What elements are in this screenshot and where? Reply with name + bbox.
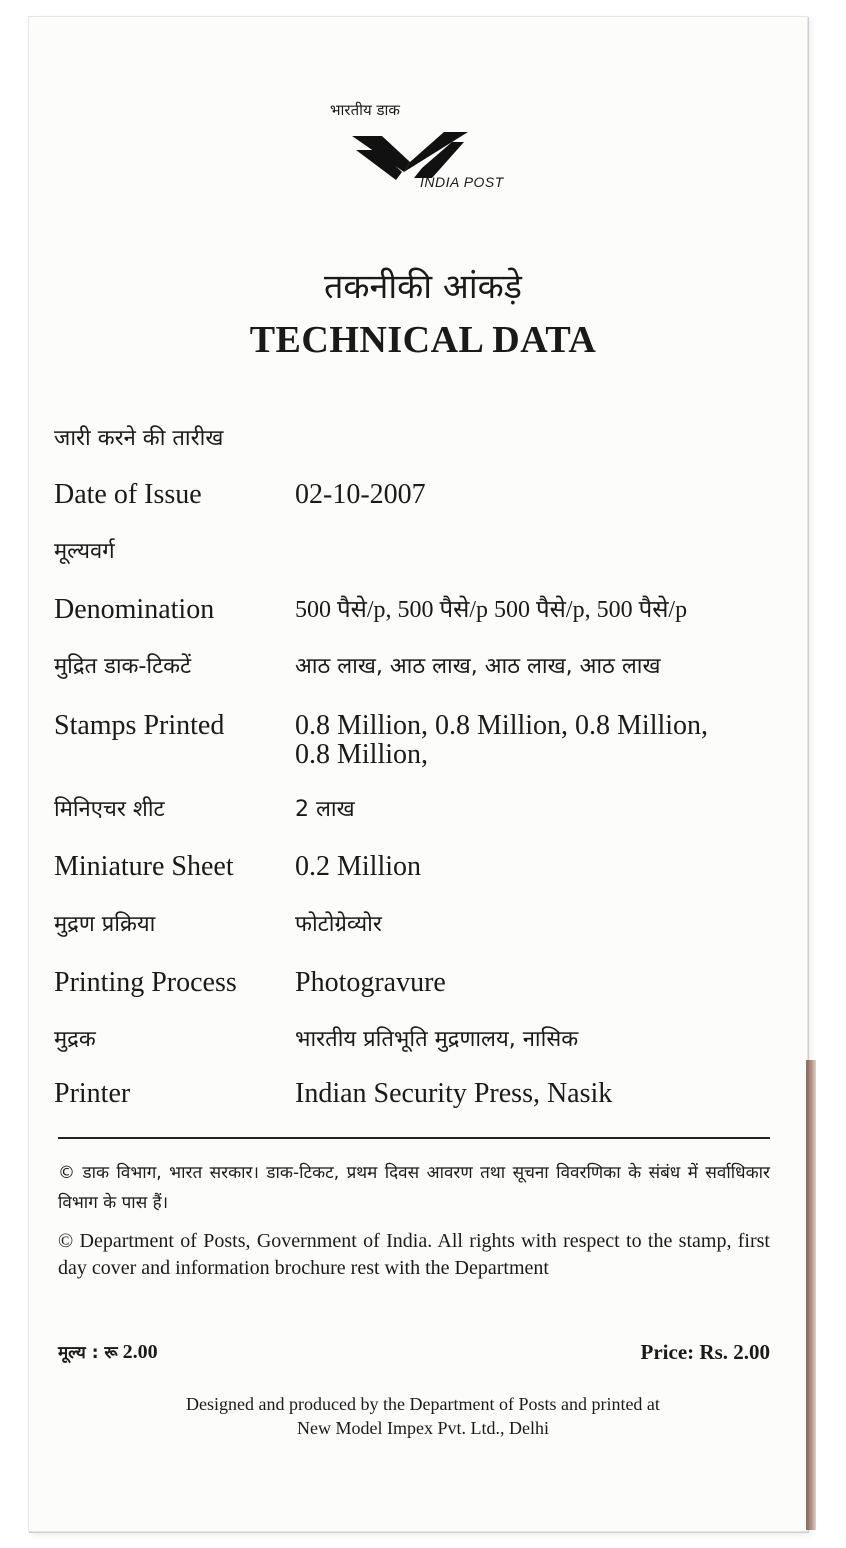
- label-printer-hindi: मुद्रक: [54, 1027, 96, 1052]
- value-printer-hindi: भारतीय प्रतिभूति मुद्रणालय, नासिक: [295, 1027, 579, 1052]
- value-stamps-printed-line2: 0.8 Million,: [295, 739, 429, 770]
- value-date-of-issue: 02-10-2007: [295, 479, 426, 510]
- label-stamps-printed-hindi: मुद्रित डाक-टिकटें: [54, 654, 192, 679]
- value-printing-process: Photogravure: [295, 967, 446, 998]
- footer-credits: [0, 1392, 846, 1440]
- brochure-page: [28, 16, 808, 1532]
- label-date-of-issue: Date of Issue: [54, 479, 202, 510]
- label-printing-process: Printing Process: [54, 967, 237, 998]
- adjacent-page-edge: [806, 1060, 816, 1530]
- logo-hindi-text: भारतीय डाक: [330, 101, 400, 119]
- divider-rule: [58, 1137, 770, 1139]
- copyright-hindi: © डाक विभाग, भारत सरकार। डाक-टिकट, प्रथम दिवस आवरण तथा सूचना विवरणिका के संबंध में सर्वाधिकार विभाग के पास हैं।: [58, 1163, 770, 1213]
- value-printer: Indian Security Press, Nasik: [295, 1078, 613, 1109]
- price-hindi: [58, 1340, 158, 1364]
- value-stamps-printed-hindi: आठ लाख, आठ लाख, आठ लाख, आठ लाख: [295, 654, 661, 679]
- logo-india-post-text: INDIA POST: [420, 174, 504, 190]
- price-hindi-label: मूल्य : रू: [58, 1343, 118, 1363]
- value-denomination: 500 पैसे/p, 500 पैसे/p 500 पैसे/p, 500 पैसे/p: [295, 597, 688, 623]
- copyright-english: © Department of Posts, Government of India. All rights with respect to the stamp, first day cover and information brochure rest with the Department: [58, 1230, 770, 1279]
- value-miniature-sheet-hindi: 2 लाख: [295, 797, 355, 822]
- footer-line-2: New Model Impex Pvt. Ltd., Delhi: [297, 1418, 549, 1438]
- label-printing-process-hindi: मुद्रण प्रक्रिया: [54, 912, 156, 937]
- title-english: TECHNICAL DATA: [249, 319, 597, 361]
- title-hindi: तकनीकी आंकड़े: [324, 267, 522, 307]
- india-post-logo: [330, 100, 530, 200]
- label-denomination: Denomination: [54, 594, 215, 625]
- label-denomination-hindi: मूल्यवर्ग: [54, 539, 115, 564]
- price-hindi-value: 2.00: [122, 1341, 158, 1363]
- value-printing-process-hindi: फोटोग्रेव्योर: [295, 912, 382, 937]
- label-miniature-sheet: Miniature Sheet: [54, 851, 234, 882]
- label-printer: Printer: [54, 1078, 131, 1109]
- label-miniature-sheet-hindi: मिनिएचर शीट: [54, 797, 165, 822]
- label-stamps-printed: Stamps Printed: [54, 710, 225, 741]
- value-miniature-sheet: 0.2 Million: [295, 851, 422, 882]
- price-english: Price: Rs. 2.00: [640, 1340, 770, 1364]
- footer-line-1: Designed and produced by the Department of Posts and printed at: [186, 1394, 660, 1414]
- value-stamps-printed-line1: 0.8 Million, 0.8 Million, 0.8 Million,: [295, 710, 709, 741]
- label-date-hindi: जारी करने की तारीख: [54, 426, 224, 451]
